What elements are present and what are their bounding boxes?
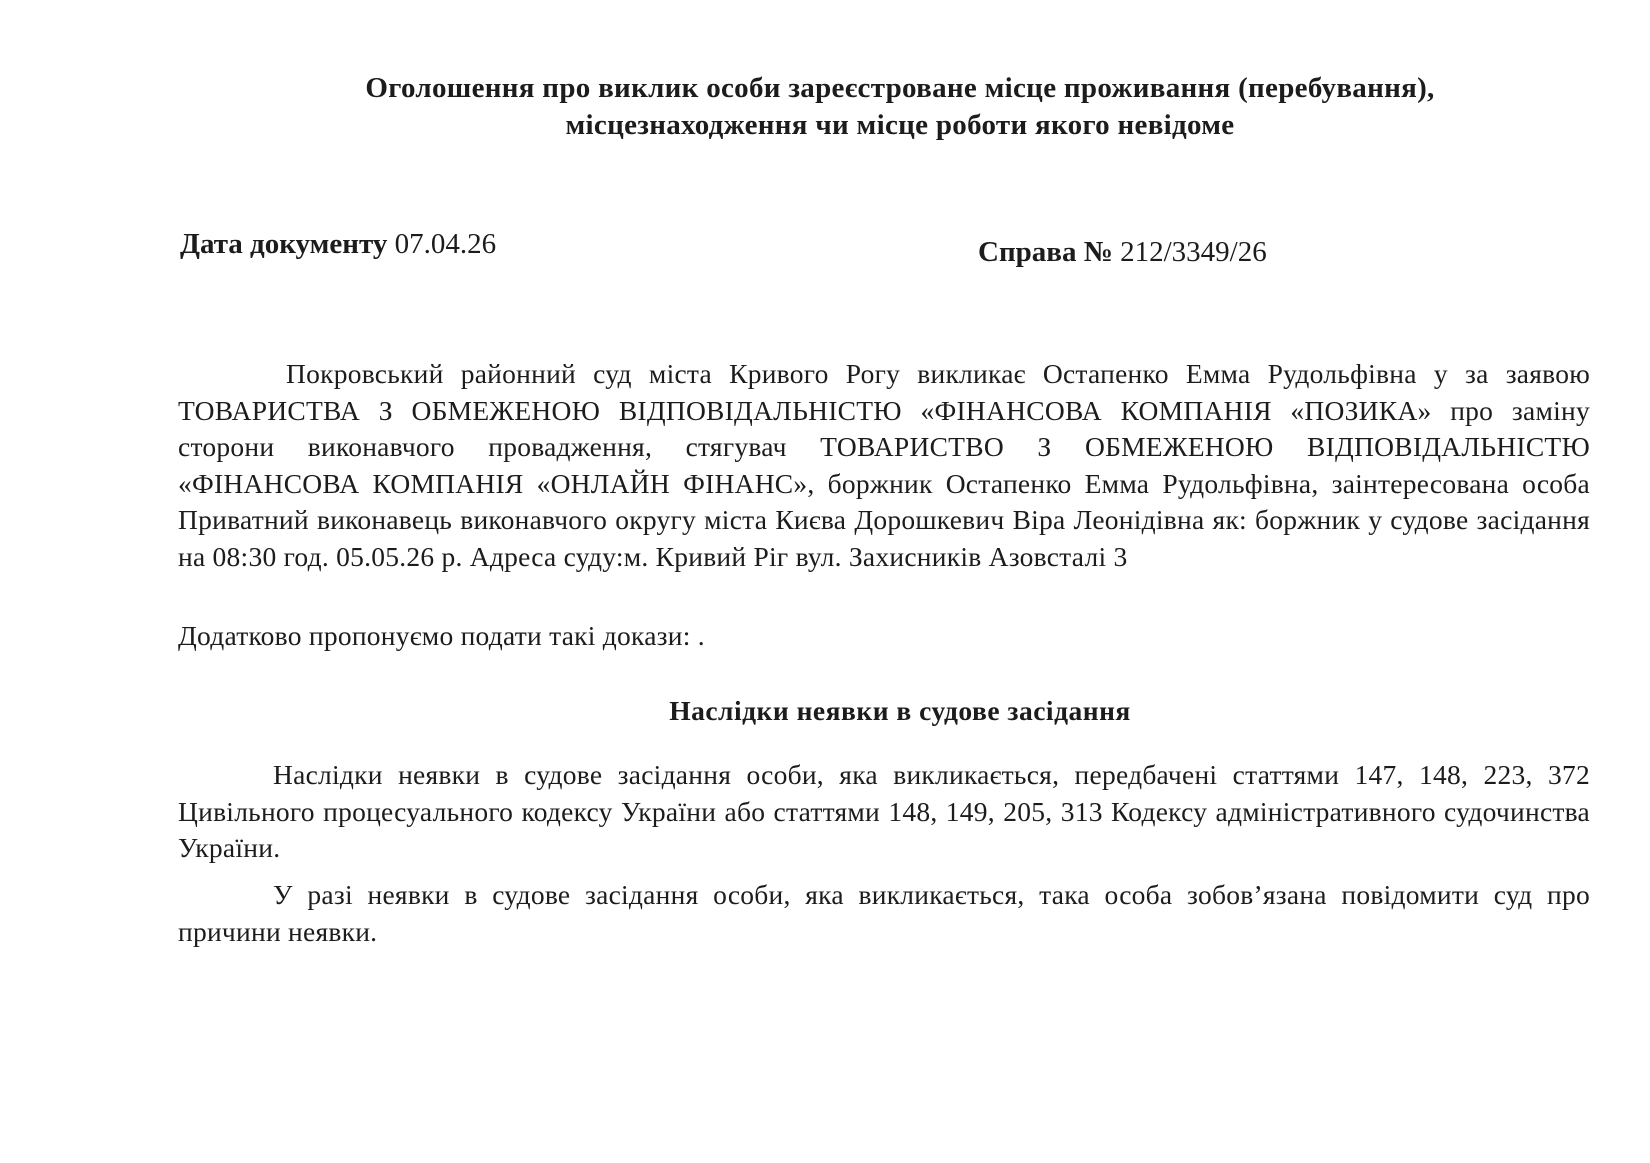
notification-paragraph: У разі неявки в судове засідання особи, яка викликається, така особа зобов’язана повідомити суд про причини неявки.: [178, 879, 1590, 947]
document-title: [180, 70, 1620, 144]
consequences-heading: Наслідки неявки в судове засідання: [669, 695, 1131, 726]
case-number: [978, 236, 1267, 269]
case-number-value: 212/3349/26: [1120, 236, 1267, 268]
consequences-paragraph: Наслідки неявки в судове засідання особи, яка викликається, передбачені статтями 147, 148, 223, 372 Цивільного процесуального кодексу України або статтями 148, 149, 205, 313 Кодексу адміністративного судочинства України.: [178, 759, 1590, 863]
document-date-label: Дата документу: [180, 228, 388, 260]
title-line-1: Оголошення про виклик особи зареєстроване місце проживання (перебування),: [365, 72, 1435, 104]
title-line-2: місцезнаходження чи місце роботи якого невідоме: [565, 109, 1235, 141]
evidence-line: Додатково пропонуємо подати такі докази: .: [178, 620, 705, 651]
summons-paragraph: Покровський районний суд міста Кривого Рогу викликає Остапенко Емма Рудольфівна у за заявою ТОВАРИСТВА З ОБМЕЖЕНОЮ ВІДПОВІДАЛЬНІСТЮ «ФІНАНСОВА КОМПАНІЯ «ПОЗИКА» про заміну сторони виконавчого провадження, стягувач ТОВАРИСТВО З ОБМЕЖЕНОЮ ВІДПОВІДАЛЬНІСТЮ «ФІНАНСОВА КОМПАНІЯ «ОНЛАЙН ФІНАНС», боржник Остапенко Емма Рудольфівна, заінтересована особа Приватний виконавець виконавчого округу міста Києва Дорошкевич Віра Леонідівна як: боржник у судове засідання на 08:30 год. 05.05.26 р. Адреса суду:м. Кривий Ріг вул. Захисників Азовсталі 3: [178, 358, 1590, 572]
document-date: [180, 228, 496, 261]
document-date-value: 07.04.26: [394, 228, 497, 260]
case-number-label: Справа №: [978, 236, 1113, 268]
